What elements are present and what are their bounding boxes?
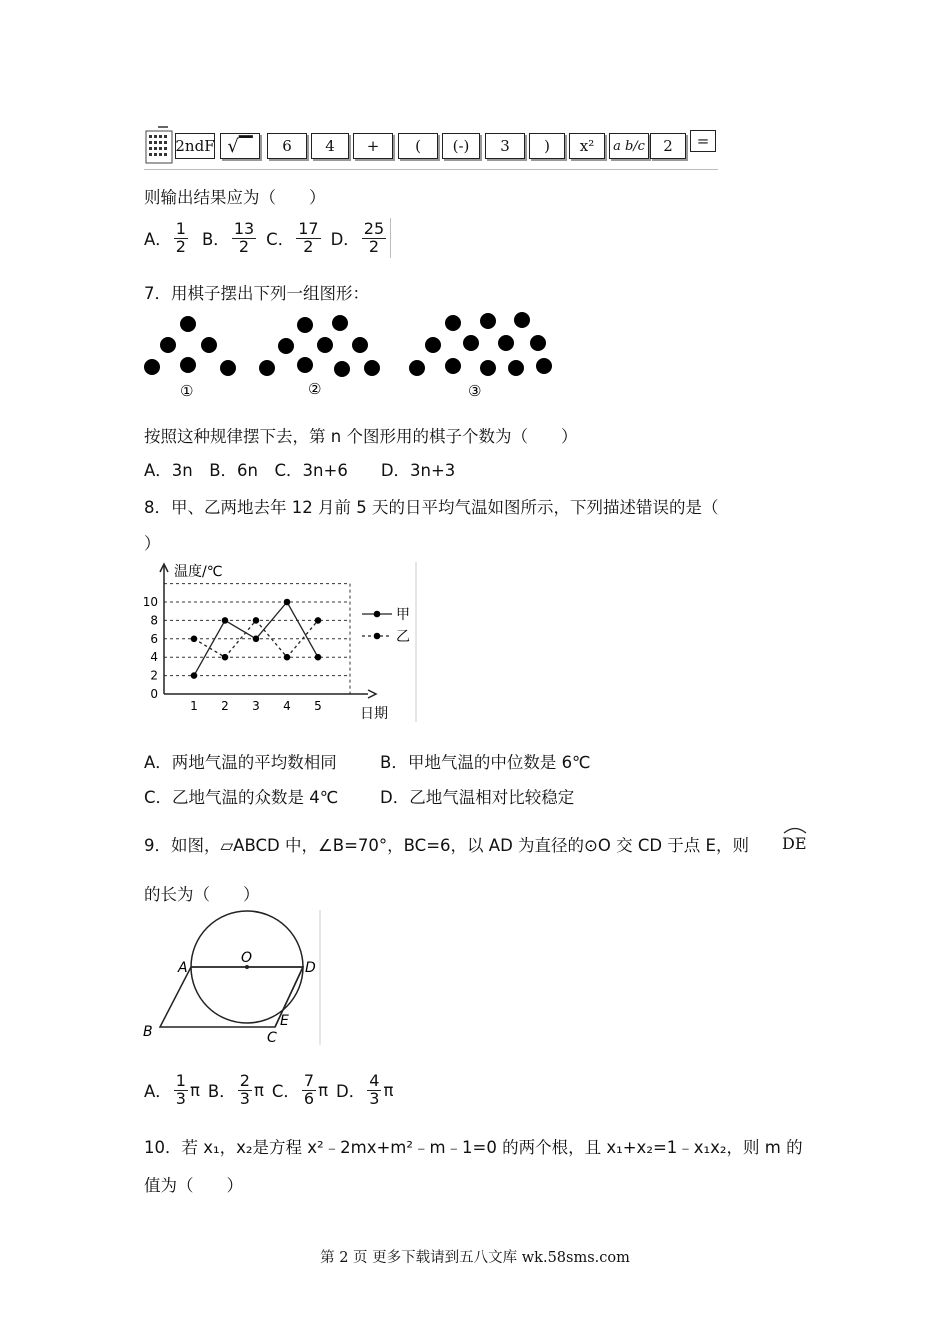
q9-line1: 9．如图，▱ABCD 中，∠B=70°，BC=6，以 AD 为直径的⊙O 交 CD 于点 E，则 [144,836,749,855]
x-tick-label: 1 [190,699,198,713]
data-point [222,654,229,661]
q9-geometry-figure [140,905,325,1050]
legend-label: 乙 [396,629,410,645]
key-plus: + [353,133,393,159]
data-point [284,599,291,606]
x-tick-label: 4 [283,699,291,713]
key-2: 2 [650,133,686,159]
q9-option-d-label: D． [336,1082,366,1102]
q7-label-2: ② [308,380,322,398]
y-tick-label: 4 [150,650,158,665]
q8-option-b: B．甲地气温的中位数是 6℃ [380,753,591,772]
data-point [315,654,322,661]
q9-option-b-fraction: $\frac{2}{3}$ [239,1071,250,1108]
temperature-chart [140,560,420,725]
data-point [191,636,198,643]
y-tick-label: 0 [150,687,158,701]
q6-options [144,218,393,258]
q6-option-b-fraction: $\frac{13}{2}$ [233,218,255,256]
key-x-squared: x² [569,133,605,159]
q8-title-line2: ） [144,534,161,553]
q9-line2: 的长为（ ） [144,885,260,904]
page-footer: 第 2 页 更多下载请到五八文库 wk.58sms.com [320,1250,630,1266]
key-sqrt: √▔ [220,133,260,159]
key-equals: = [690,130,716,152]
q9-option-c-label: C． [271,1082,300,1102]
q6-option-b-label: B． [201,230,230,249]
label-e: E [280,1013,289,1029]
y-tick-label: 8 [150,613,158,628]
data-point [222,617,229,624]
x-axis-arrow [368,690,376,698]
y-axis-label: 温度/℃ [174,564,223,580]
label-a: A [178,960,188,976]
q6-option-d-fraction: $\frac{25}{2}$ [363,218,385,256]
q7-chess-figure [140,308,560,403]
key-3: 3 [485,133,525,159]
legend-marker [374,633,381,640]
q6-option-c-label: C． [266,230,295,249]
q7-title: 7．用棋子摆出下列一组图形： [144,284,369,303]
key-6: 6 [267,133,307,159]
q9-options: A． $\frac{1}{3}$ π B． $\frac{2}{3}$ π C． $\frac{7}{6}$ π D． $\frac{4}{3}$ π [144,1071,394,1108]
q7-label-1: ① [180,382,194,400]
key-4: 4 [311,133,349,159]
q7-label-3: ③ [468,382,482,400]
key-2ndf: 2ndF [175,133,215,159]
data-point [253,617,260,624]
q9-arc-de: DE [782,826,808,853]
key-right-paren: ) [529,133,565,159]
q7-options: A．3n B．6n C．3n+6 D．3n+3 [144,461,456,480]
data-point [315,617,322,624]
q7-question: 按照这种规律摆下去，第 n 个图形用的棋子个数为（ ） [144,427,578,446]
divider [144,169,718,170]
q10-line1: 10．若 x₁，x₂是方程 x²﹣2mx+m²﹣m﹣1=0 的两个根，且 x₁+x₂=1﹣x₁x₂，则 m 的 [144,1138,803,1157]
label-d: D [305,960,316,976]
y-tick-label: 10 [142,595,158,609]
x-tick-label: 2 [221,699,229,713]
calculator-icon [144,125,174,165]
arc-symbol [782,826,808,834]
data-point [191,672,198,679]
key-left-paren: ( [398,133,438,159]
x-tick-label: 3 [252,699,260,713]
q9-option-d-fraction: $\frac{4}{3}$ [369,1071,380,1108]
q6-option-a-fraction: $\frac{1}{2}$ [175,218,186,256]
q8-title-line1: 8．甲、乙两地去年 12 月前 5 天的日平均气温如图所示，下列描述错误的是（ [144,498,719,517]
key-fraction: a b/c [609,133,649,159]
x-axis-label: 日期 [360,706,388,722]
data-point [253,636,260,643]
q6-option-a-label: A． [144,230,172,249]
q8-option-c: C．乙地气温的众数是 4℃ [144,788,339,807]
label-b: B [143,1024,153,1040]
y-tick-label: 6 [150,631,158,646]
q9-option-a-fraction: $\frac{1}{3}$ [175,1071,186,1108]
q8-option-d: D．乙地气温相对比较稳定 [380,788,575,807]
q6-prompt: 则输出结果应为（ ） [144,188,326,207]
q9-option-a-label: A． [144,1082,172,1102]
label-o: O [241,950,253,966]
label-c: C [267,1030,277,1046]
legend-label: 甲 [396,607,410,623]
key-negative: (-) [442,133,480,159]
data-point [284,654,291,661]
q9-option-b-label: B． [207,1082,236,1102]
q10-line2: 值为（ ） [144,1176,243,1195]
y-tick-label: 2 [150,668,158,683]
q8-option-a: A．两地气温的平均数相同 [144,753,337,772]
q6-option-d-label: D． [330,230,360,249]
x-tick-label: 5 [314,699,322,713]
q9-option-c-fraction: $\frac{7}{6}$ [303,1071,315,1108]
q6-option-c-fraction: $\frac{17}{2}$ [298,218,319,256]
legend-marker [374,611,381,618]
